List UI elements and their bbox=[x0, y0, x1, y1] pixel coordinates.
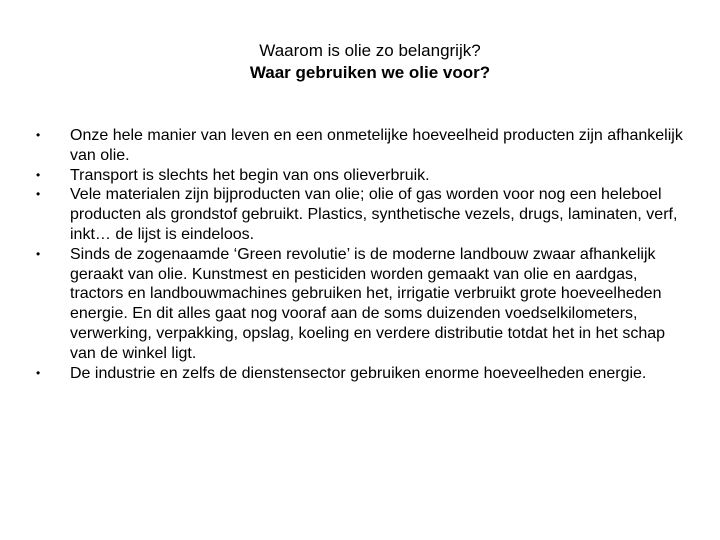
bullet-icon: • bbox=[36, 187, 41, 202]
bullet-text: De industrie en zelfs de dienstensector gebruiken enorme hoeveelheden energie. bbox=[70, 364, 647, 382]
title-question: Waarom is olie zo belangrijk? bbox=[259, 41, 481, 60]
title-subquestion: Waar gebruiken we olie voor? bbox=[249, 63, 491, 82]
bullet-item bbox=[36, 364, 686, 384]
bullet-item bbox=[36, 126, 686, 166]
slide-title bbox=[0, 40, 720, 84]
bullet-list bbox=[36, 126, 686, 383]
bullet-icon: • bbox=[36, 246, 41, 261]
bullet-icon: • bbox=[36, 128, 41, 142]
bullet-item bbox=[36, 185, 686, 244]
bullet-icon: • bbox=[36, 167, 41, 182]
bullet-item bbox=[36, 166, 686, 186]
bullet-text: Vele materialen zijn bijproducten van olie; olie of gas worden voor nog een heleboel producten als grondstof gebruikt. Plastics, synthetische vezels, drugs, laminaten, verf, inkt… de lijst is eindeloos. bbox=[70, 186, 678, 243]
bullet-text: Sinds de zogenaamde ‘Green revolutie’ is de moderne landbouw zwaar afhankelijk geraakt van olie. Kunstmest en pesticiden worden gemaakt van olie en aardgas, tractors en landbouwmachines gebruiken het, irrigatie verbruikt grote hoeveelheden energie. En dit alles gaat nog vooraf aan de soms duizenden voedselkilometers, verwerking, verpakking, opslag, koeling en verdere distributie totdat het in het schap van de winkel ligt. bbox=[70, 245, 666, 362]
bullet-text: Transport is slechts het begin van ons olieverbruik. bbox=[70, 166, 430, 184]
bullet-text: Onze hele manier van leven en een onmetelijke hoeveelheid producten zijn afhankelijk van olie. bbox=[70, 127, 683, 164]
bullet-icon: • bbox=[36, 365, 41, 380]
bullet-item bbox=[36, 245, 686, 364]
